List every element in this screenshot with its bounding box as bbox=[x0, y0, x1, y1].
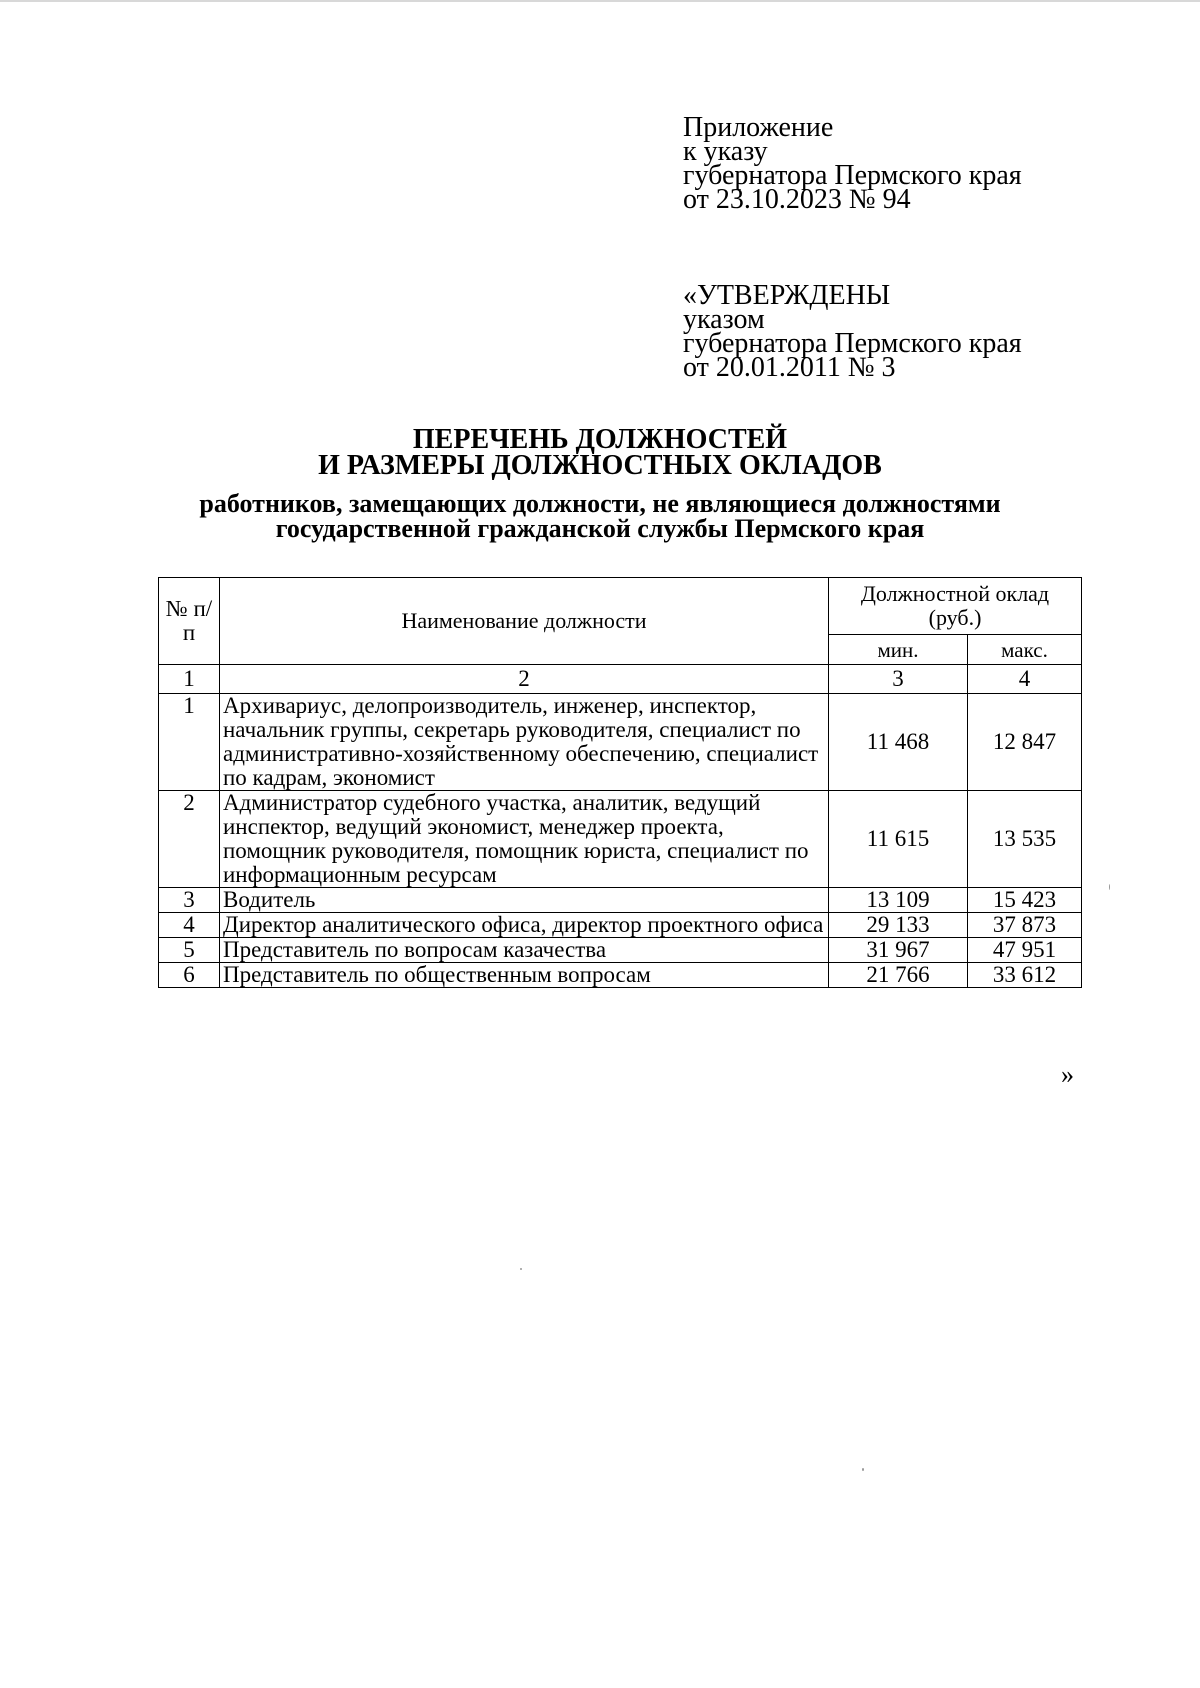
header-position-name: Наименование должности bbox=[220, 578, 829, 665]
approval-line: от 20.01.2011 № 3 bbox=[683, 352, 896, 383]
column-index: 2 bbox=[220, 665, 829, 694]
table-row bbox=[159, 913, 1082, 938]
subtitle-line: работников, замещающих должности, не являющиеся должностями bbox=[199, 489, 1001, 518]
salary-max: 47 951 bbox=[968, 938, 1082, 963]
position-name: Администратор судебного участка, аналитик, ведущий инспектор, ведущий экономист, менеджер проекта, помощник руководителя, помощник юриста, специалист по информационным ресурсам bbox=[220, 791, 829, 888]
scan-speck bbox=[520, 1268, 522, 1270]
row-number: 2 bbox=[159, 791, 220, 888]
document-subtitle bbox=[0, 491, 1200, 541]
scan-speck bbox=[862, 1468, 864, 1471]
title-line: И РАЗМЕРЫ ДОЛЖНОСТНЫХ ОКЛАДОВ bbox=[318, 450, 882, 481]
header-salary: Должностной оклад (руб.) bbox=[829, 578, 1082, 635]
table-row bbox=[159, 694, 1082, 791]
position-name: Водитель bbox=[220, 888, 829, 913]
annex-line: Приложение bbox=[683, 112, 834, 143]
salary-max: 33 612 bbox=[968, 963, 1082, 988]
column-index: 1 bbox=[159, 665, 220, 694]
approval-line: губернатора Пермского края bbox=[683, 328, 1022, 359]
table-row bbox=[159, 963, 1082, 988]
annex-line: к указу bbox=[683, 136, 768, 167]
salary-min: 13 109 bbox=[829, 888, 968, 913]
row-number: 5 bbox=[159, 938, 220, 963]
salary-min: 11 468 bbox=[829, 694, 968, 791]
salary-min: 21 766 bbox=[829, 963, 968, 988]
position-name: Архивариус, делопроизводитель, инженер, инспектор, начальник группы, секретарь руководителя, специалист по административно-хозяйственному обеспечению, специалист по кадрам, экономист bbox=[220, 694, 829, 791]
header-max: макс. bbox=[968, 635, 1082, 665]
salary-max: 13 535 bbox=[968, 791, 1082, 888]
column-index: 4 bbox=[968, 665, 1082, 694]
header-number: № п/п bbox=[159, 578, 220, 665]
subtitle-line: государственной гражданской службы Пермского края bbox=[275, 514, 925, 543]
salary-min: 11 615 bbox=[829, 791, 968, 888]
row-number: 1 bbox=[159, 694, 220, 791]
approval-block bbox=[683, 280, 1022, 383]
closing-quote: » bbox=[1061, 1060, 1074, 1089]
position-name: Представитель по вопросам казачества bbox=[220, 938, 829, 963]
table-row bbox=[159, 888, 1082, 913]
salary-max: 37 873 bbox=[968, 913, 1082, 938]
salary-min: 29 133 bbox=[829, 913, 968, 938]
column-index: 3 bbox=[829, 665, 968, 694]
position-name: Директор аналитического офиса, директор проектного офиса bbox=[220, 913, 829, 938]
row-number: 3 bbox=[159, 888, 220, 913]
approval-line: «УТВЕРЖДЕНЫ bbox=[683, 280, 891, 311]
annex-block bbox=[683, 112, 1022, 215]
scan-speck bbox=[1109, 884, 1110, 890]
column-index-row bbox=[159, 665, 1082, 694]
page-top-border bbox=[0, 0, 1200, 2]
table-row bbox=[159, 791, 1082, 888]
annex-line: от 23.10.2023 № 94 bbox=[683, 184, 911, 215]
table-row bbox=[159, 938, 1082, 963]
salary-max: 12 847 bbox=[968, 694, 1082, 791]
title-line: ПЕРЕЧЕНЬ ДОЛЖНОСТЕЙ bbox=[412, 424, 788, 455]
approval-line: указом bbox=[683, 304, 765, 335]
row-number: 4 bbox=[159, 913, 220, 938]
header-min: мин. bbox=[829, 635, 968, 665]
annex-line: губернатора Пермского края bbox=[683, 160, 1022, 191]
positions-table bbox=[158, 577, 1082, 988]
position-name: Представитель по общественным вопросам bbox=[220, 963, 829, 988]
salary-max: 15 423 bbox=[968, 888, 1082, 913]
document-title bbox=[0, 424, 1200, 481]
table-header-row bbox=[159, 578, 1082, 635]
salary-min: 31 967 bbox=[829, 938, 968, 963]
row-number: 6 bbox=[159, 963, 220, 988]
